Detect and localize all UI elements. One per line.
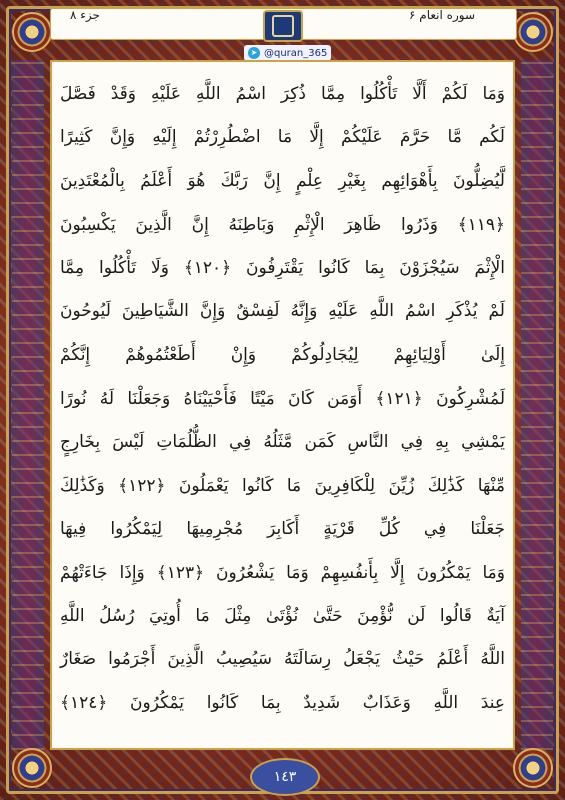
logo-icon: [263, 10, 303, 42]
corner-medallion-top-right: [513, 12, 553, 52]
text-line: آيَةٌ قَالُوا لَن نُّؤْمِنَ حَتَّىٰ نُؤْتَىٰ مِثْلَ مَا أُوتِيَ رُسُلُ اللَّهِ: [60, 605, 505, 626]
text-line: مِّنْهَا كَذَٰلِكَ زُيِّنَ لِلْكَافِرِينَ مَا كَانُوا يَعْمَلُونَ ﴿١٢٢﴾ وَكَذَٰلِكَ: [60, 475, 505, 496]
telegram-icon: ➤: [248, 47, 260, 59]
text-line: لَمْ يُذْكَرِ اسْمُ اللَّهِ عَلَيْهِ وَإِنَّهُ لَفِسْقٌ وَإِنَّ الشَّيَاطِينَ لَيُوحُونَ: [60, 301, 505, 322]
corner-medallion-bottom-right: [513, 748, 553, 788]
page-number: ١٤٣: [273, 769, 297, 785]
text-line: ﴿١١٩﴾ وَذَرُوا ظَاهِرَ الْإِثْمِ وَبَاطِنَهُ إِنَّ الَّذِينَ يَكْسِبُونَ: [60, 214, 505, 235]
verse-text: [60, 72, 505, 725]
text-line: الْإِثْمَ سَيُجْزَوْنَ بِمَا كَانُوا يَقْتَرِفُونَ ﴿١٢٠﴾ وَلَا تَأْكُلُوا مِمَّا: [60, 258, 505, 279]
left-ornament-band: [12, 60, 44, 750]
text-line: إِلَىٰ أَوْلِيَائِهِمْ لِيُجَادِلُوكُمْ وَإِنْ أَطَعْتُمُوهُمْ إِنَّكُمْ: [60, 344, 505, 365]
right-ornament-band: [521, 60, 553, 750]
text-line: وَمَا لَكُمْ أَلَّا تَأْكُلُوا مِمَّا ذُكِرَ اسْمُ اللَّهِ عَلَيْهِ وَقَدْ فَصَّلَ: [60, 83, 505, 104]
text-line: عِندَ اللَّهِ وَعَذَابٌ شَدِيدٌ بِمَا كَانُوا يَمْكُرُونَ ﴿١٢٤﴾: [60, 693, 505, 714]
text-line: وَمَا يَمْكُرُونَ إِلَّا بِأَنفُسِهِمْ وَمَا يَشْعُرُونَ ﴿١٢٣﴾ وَإِذَا جَاءَتْهُمْ: [60, 562, 506, 583]
corner-medallion-top-left: [12, 12, 52, 52]
text-line: لَكُم مَّا حَرَّمَ عَلَيْكُمْ إِلَّا مَا اضْطُرِرْتُمْ إِلَيْهِ وَإِنَّ كَثِيرًا: [60, 127, 505, 148]
telegram-handle[interactable]: [244, 45, 331, 61]
text-line: لَمُشْرِكُونَ ﴿١٢١﴾ أَوَمَن كَانَ مَيْتًا فَأَحْيَيْنَاهُ وَجَعَلْنَا لَهُ نُورًا: [60, 388, 505, 409]
telegram-handle-text: @quran_365: [264, 47, 328, 59]
corner-medallion-bottom-left: [12, 748, 52, 788]
text-line: جَعَلْنَا فِي كُلِّ قَرْيَةٍ أَكَابِرَ مُجْرِمِيهَا لِيَمْكُرُوا فِيهَا: [60, 518, 505, 539]
surah-label: سوره انعام ۶: [409, 8, 475, 22]
text-line: يَمْشِي بِهِ فِي النَّاسِ كَمَن مَّثَلُهُ فِي الظُّلُمَاتِ لَيْسَ بِخَارِجٍ: [60, 431, 505, 452]
juz-label: جزء ۸: [70, 8, 100, 22]
page-number-badge: [250, 758, 320, 796]
text-line: لَّيُضِلُّونَ بِأَهْوَائِهِم بِغَيْرِ عِلْمٍ إِنَّ رَبَّكَ هُوَ أَعْلَمُ بِالْمُعْتَدِينَ: [60, 170, 505, 191]
text-line: اللَّهُ أَعْلَمُ حَيْثُ يَجْعَلُ رِسَالَتَهُ سَيُصِيبُ الَّذِينَ أَجْرَمُوا صَغَارٌ: [60, 649, 505, 670]
